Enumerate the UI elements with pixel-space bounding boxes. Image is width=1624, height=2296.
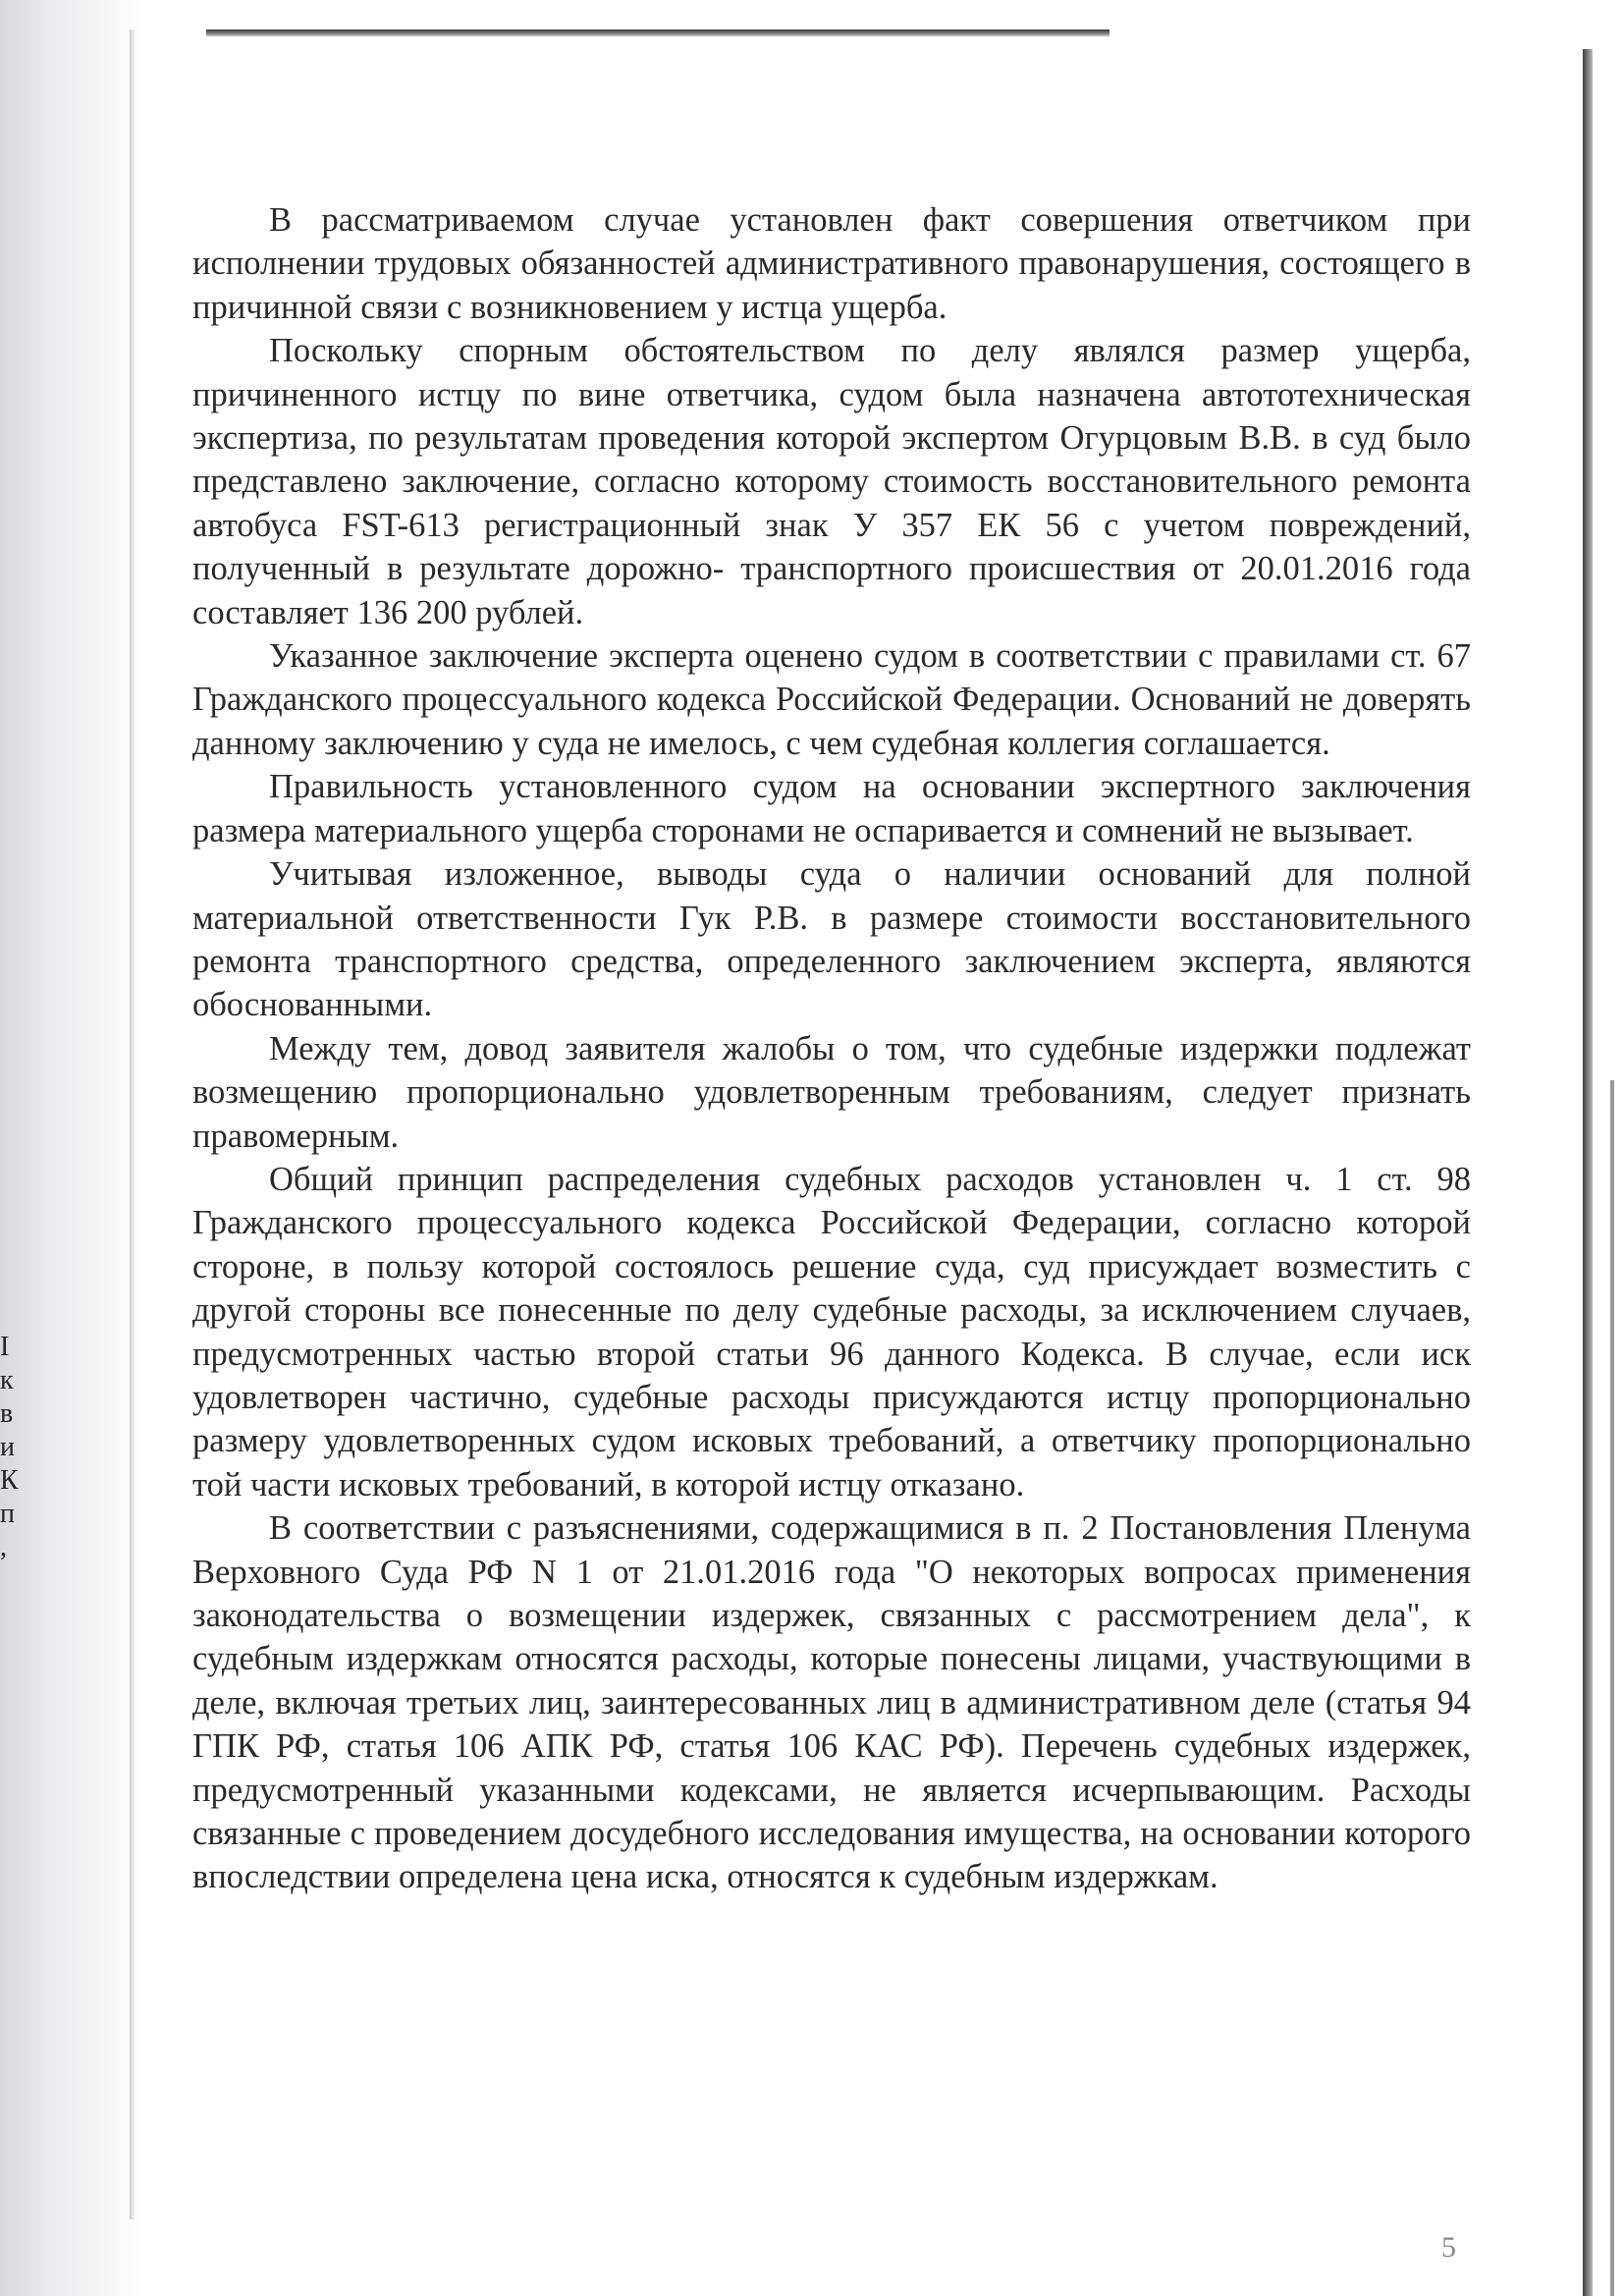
paragraph: В рассматриваемом случае установлен факт совершения ответчиком при исполнении трудовых обязанностей административного правонарушения, состоящего в причинной связи с возникновением у истца ущерба. xyxy=(192,201,1471,326)
page-fold-shadow xyxy=(0,0,147,2296)
paragraph: Между тем, довод заявителя жалобы о том, что судебные издержки подлежат возмещению пропорционально удовлетворенным требованиям, следует признать правомерным. xyxy=(192,1029,1471,1155)
paragraph: Правильность установленного судом на основании экспертного заключения размера материального ущерба сторонами не оспаривается и сомнений не вызывает. xyxy=(192,768,1471,849)
underlying-char: к xyxy=(0,1365,14,1395)
paragraph: В соответствии с разъяснениями, содержащимися в п. 2 Постановления Пленума Верховного Суда РФ N 1 от 21.01.2016 года "О некоторых вопросах применения законодательства о возмещении издержек, связанных с рассмотрением дела", к судебным издержкам относятся расходы, которые понесены лицами, участвующими в деле, включая третьих лиц, заинтересованных лиц в административном деле (статья 94 ГПК РФ, статья 106 АПК РФ, статья 106 КАС РФ). Перечень судебных издержек, предусмотренный указанными кодексами, не является исчерпывающим. Расходы связанные с проведением досудебного исследования имущества, на основании которого впоследствии определена цена иска, относятся к судебным издержкам. xyxy=(192,1509,1471,1896)
underlying-char: I xyxy=(0,1332,10,1362)
underlying-char: п xyxy=(0,1499,15,1529)
page-number: 5 xyxy=(1441,2231,1456,2264)
page-right-edge-thin xyxy=(1610,1080,1614,2296)
underlying-char: К xyxy=(0,1465,19,1496)
page-fold-edge xyxy=(130,29,135,2219)
paragraph: Учитывая изложенное, выводы суда о наличии оснований для полной материальной ответственности Гук Р.В. в размере стоимости восстановительного ремонта транспортного средства, определенного заключением эксперта, являются обоснованными. xyxy=(192,855,1471,1024)
underlying-char: в xyxy=(0,1398,14,1429)
underlying-char: , xyxy=(0,1532,7,1562)
paragraph: Поскольку спорным обстоятельством по делу являлся размер ущерба, причиненного истцу по вине ответчика, судом была назначена автототехническая экспертиза, по результатам проведения которой экспертом Огурцовым В.В. в суд было представлено заключение, согласно которому стоимость восстановительного ремонта автобуса FST-613 регистрационный знак У 357 ЕК 56 с учетом повреждений, полученный в результате дорожно- транспортного происшествия от 20.01.2016 года составляет 136 200 рублей. xyxy=(192,332,1471,631)
paragraph: Указанное заключение эксперта оценено судом в соответствии с правилами ст. 67 Гражданского процессуального кодекса Российской Федерации. Оснований не доверять данному заключению у суда не имелось, с чем судебная коллегия соглашается. xyxy=(192,637,1471,762)
page-top-edge xyxy=(206,29,1110,37)
document-body xyxy=(192,198,1471,1899)
underlying-page-fragment xyxy=(0,1331,29,1564)
page-right-edge xyxy=(1583,49,1593,2296)
underlying-char: и xyxy=(0,1432,15,1462)
paragraph: Общий принцип распределения судебных расходов установлен ч. 1 ст. 98 Гражданского процессуального кодекса Российской Федерации, согласно которой стороне, в пользу которой состоялось решение суда, суд присуждает возместить с другой стороны все понесенные по делу судебные расходы, за исключением случаев, предусмотренных частью второй статьи 96 данного Кодекса. В случае, если иск удовлетворен частично, судебные расходы присуждаются истцу пропорционально размеру удовлетворенных судом исковых требований, а ответчику пропорционально той части исковых требований, в которой истцу отказано. xyxy=(192,1160,1471,1503)
